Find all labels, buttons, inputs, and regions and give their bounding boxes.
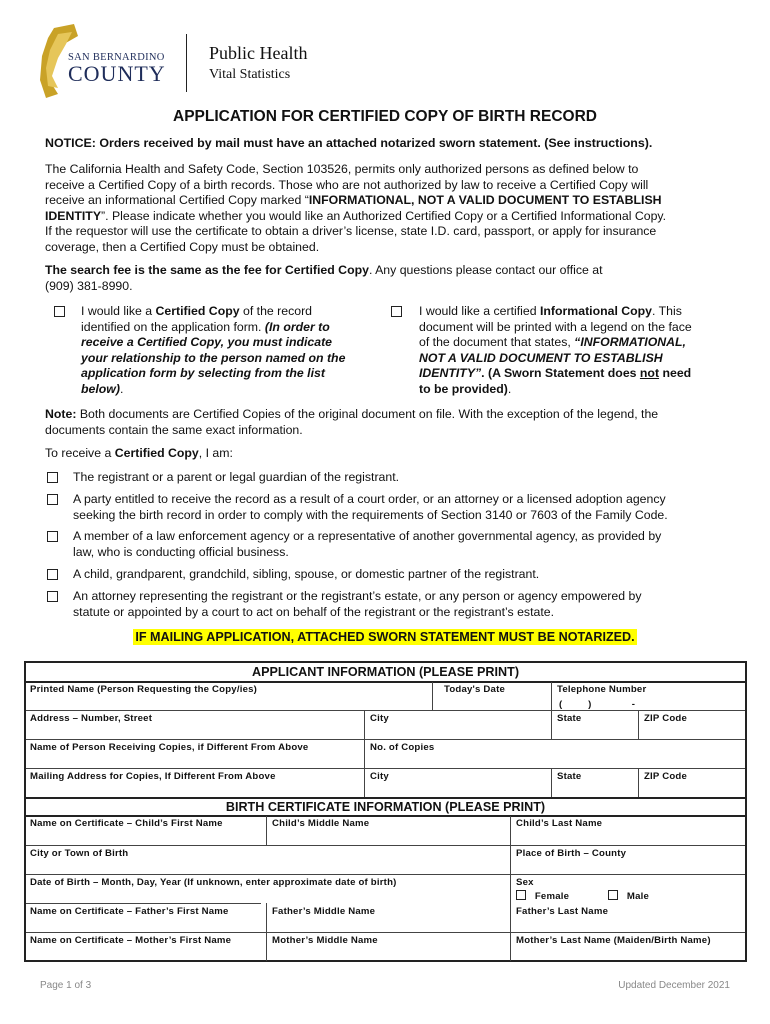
city-field[interactable]: City <box>370 713 389 724</box>
child-last-name-field[interactable]: Child’s Last Name <box>516 818 603 829</box>
father-last-name-field[interactable]: Father’s Last Name <box>516 906 609 917</box>
option-checkbox-5[interactable] <box>47 591 58 602</box>
sex-options <box>516 890 649 902</box>
receive-heading: To receive a Certified Copy, I am: <box>45 446 233 460</box>
state-field[interactable]: State <box>557 713 582 724</box>
note-paragraph: Note: Both documents are Certified Copies of the original document on file. With the exception of the legend, the documents contain the same exact information. <box>45 407 659 437</box>
sex-label: Sex <box>516 877 534 888</box>
logo-text-top: SAN BERNARDINO <box>68 52 165 63</box>
option-checkbox-2[interactable] <box>47 494 58 505</box>
mailing-state-field[interactable]: State <box>557 771 582 782</box>
mother-first-name-field[interactable]: Name on Certificate – Mother’s First Name <box>30 935 232 946</box>
male-label: Male <box>626 891 650 902</box>
place-of-birth-field[interactable]: Place of Birth – County <box>516 848 627 859</box>
logo-text-county: COUNTY <box>68 61 166 86</box>
county-logo <box>34 22 184 102</box>
birth-section-heading: BIRTH CERTIFICATE INFORMATION (PLEASE PRINT) <box>26 800 745 815</box>
address-field[interactable]: Address – Number, Street <box>30 713 153 724</box>
notice-text: NOTICE: Orders received by mail must have an attached notarized sworn statement. (See instructions). <box>45 136 653 150</box>
updated-date: Updated December 2021 <box>618 980 730 991</box>
option-checkbox-4[interactable] <box>47 569 58 580</box>
female-checkbox[interactable] <box>516 890 526 900</box>
intro-paragraph: The California Health and Safety Code, Section 103526, permits only authorized persons as defined below to receive a Certified Copy of a birth records. Those who are not authorized by law to receive a Certified Copy will receive an informational Certified Copy marked “INFORMATIONAL, NOT A VALID DOCUMENT TO ESTABLISH IDENTITY”. Please indicate whether you would like an Authorized Certified Copy or a Certified Informational Copy. If the requestor will use the certificate to obtain a driver’s license, state I.D. card, passport, or apply for insurance coverage, then a Certified Copy must be obtained. <box>45 162 667 254</box>
informational-copy-option: I would like a certified Informational Copy. This document will be printed with a legend on the face of the document that states, “INFORMATIONAL, NOT A VALID DOCUMENT TO ESTABLISH IDENTITY”. (A Sworn Statement does not need to be provided). <box>419 304 692 396</box>
option-checkbox-1[interactable] <box>47 472 58 483</box>
male-checkbox[interactable] <box>608 890 618 900</box>
mailing-address-field[interactable]: Mailing Address for Copies, If Different From Above <box>30 771 276 782</box>
fee-paragraph: The search fee is the same as the fee for Certified Copy. Any questions please contact our office at (909) 381-8990. <box>45 263 603 293</box>
option-text-5: An attorney representing the registrant or the registrant’s estate, or any person or agency empowered by statute or appointed by a court to act on behalf of the registrant or the registrant’s estate. <box>73 589 642 619</box>
telephone-format: ( ) - <box>559 699 636 710</box>
todays-date-field[interactable]: Today's Date <box>444 684 506 695</box>
child-middle-name-field[interactable]: Child’s Middle Name <box>272 818 370 829</box>
mailing-notice: IF MAILING APPLICATION, ATTACHED SWORN STATEMENT MUST BE NOTARIZED. <box>135 630 635 644</box>
receiving-person-field[interactable]: Name of Person Receiving Copies, if Different From Above <box>30 742 309 753</box>
applicant-section-heading: APPLICANT INFORMATION (PLEASE PRINT) <box>26 663 745 681</box>
division-name: Vital Statistics <box>209 67 291 82</box>
option-text-4: A child, grandparent, grandchild, sibling, spouse, or domestic partner of the registrant. <box>73 567 540 581</box>
mailing-city-field[interactable]: City <box>370 771 389 782</box>
female-label: Female <box>534 891 570 902</box>
option-text-1: The registrant or a parent or legal guardian of the registrant. <box>73 470 400 484</box>
city-of-birth-field[interactable]: City or Town of Birth <box>30 848 129 859</box>
department-name: Public Health <box>209 43 308 63</box>
child-first-name-field[interactable]: Name on Certificate – Child’s First Name <box>30 818 223 829</box>
mother-middle-name-field[interactable]: Mother’s Middle Name <box>272 935 378 946</box>
option-text-2: A party entitled to receive the record as a result of a court order, or an attorney or a licensed adoption agency seeking the birth record in order to comply with the requirements of Section 3140 or 7603 of the Family Code. <box>73 492 668 522</box>
num-copies-field[interactable]: No. of Copies <box>370 742 435 753</box>
certified-copy-checkbox[interactable] <box>54 306 65 317</box>
option-text-3: A member of a law enforcement agency or a representative of another governmental agency, as provided by law, who is conducting official business. <box>73 529 662 559</box>
printed-name-field[interactable]: Printed Name (Person Requesting the Copy/ies) <box>30 684 258 695</box>
zip-field[interactable]: ZIP Code <box>644 713 688 724</box>
application-form <box>24 661 747 962</box>
header-divider <box>186 34 187 92</box>
telephone-field[interactable]: Telephone Number <box>557 684 647 695</box>
mailing-zip-field[interactable]: ZIP Code <box>644 771 688 782</box>
father-first-name-field[interactable]: Name on Certificate – Father’s First Name <box>30 906 229 917</box>
father-middle-name-field[interactable]: Father’s Middle Name <box>272 906 376 917</box>
page-number: Page 1 of 3 <box>40 980 92 991</box>
certified-copy-option: I would like a Certified Copy of the record identified on the application form. (In order to receive a Certified Copy, you must indicate your relationship to the person named on the application form by selecting from the list below). <box>81 304 346 396</box>
mother-last-name-field[interactable]: Mother’s Last Name (Maiden/Birth Name) <box>516 935 711 946</box>
date-of-birth-field[interactable]: Date of Birth – Month, Day, Year (If unknown, enter approximate date of birth) <box>30 877 397 888</box>
informational-copy-checkbox[interactable] <box>391 306 402 317</box>
option-checkbox-3[interactable] <box>47 531 58 542</box>
page-title: APPLICATION FOR CERTIFIED COPY OF BIRTH RECORD <box>173 108 597 125</box>
